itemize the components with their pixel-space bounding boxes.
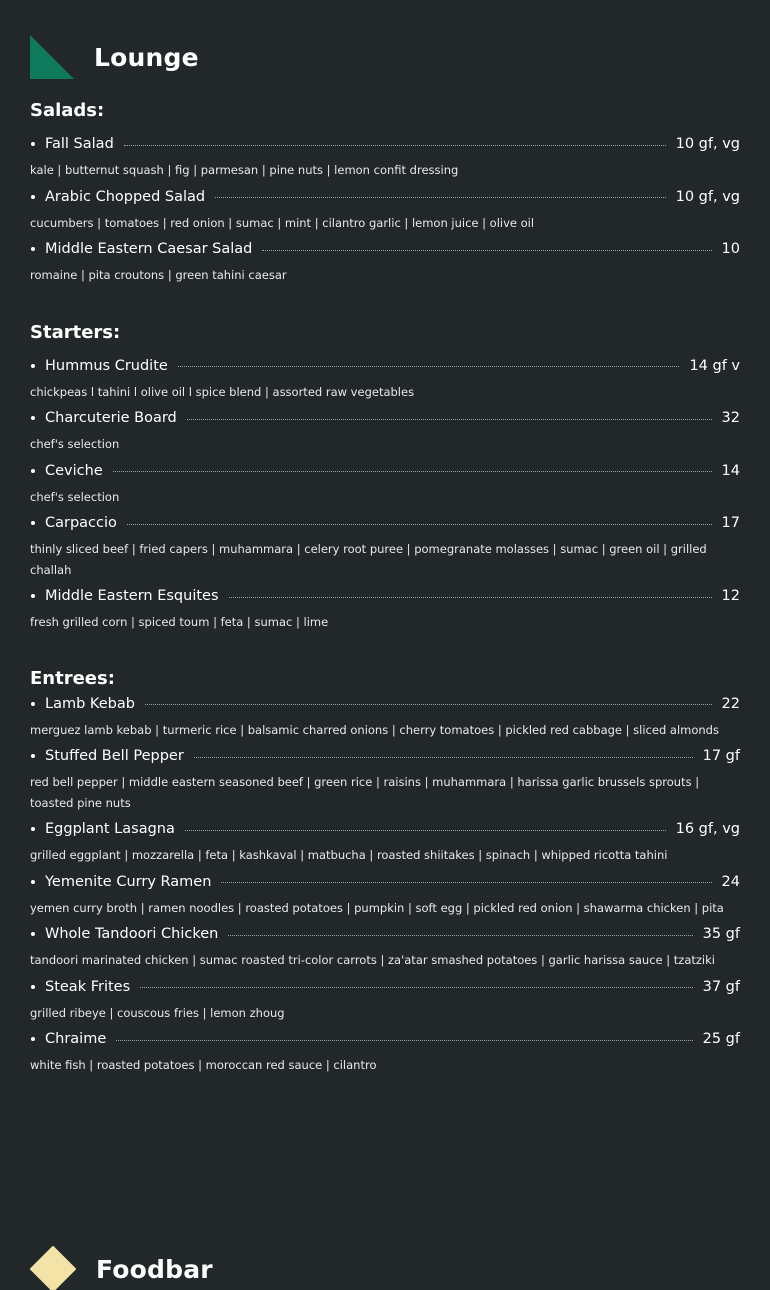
menu-item xyxy=(30,586,740,633)
menu-item-row xyxy=(30,872,740,892)
item-description: chickpeas l tahini l olive oil l spice blend | assorted raw vegetables xyxy=(30,384,415,399)
bullet-icon xyxy=(31,142,35,146)
item-description: red bell pepper | middle eastern seasoned beef | green rice | raisins | muhammara | harissa garlic brussels sprouts | toasted pine nuts xyxy=(30,775,700,810)
menu-item xyxy=(30,239,740,286)
dotted-leader xyxy=(145,704,712,705)
dotted-leader xyxy=(221,882,711,883)
item-description: chef's selection xyxy=(30,437,120,451)
bullet-icon xyxy=(31,594,35,598)
item-name: Yemenite Curry Ramen xyxy=(45,873,212,890)
menu-item xyxy=(30,461,740,508)
item-name: Middle Eastern Esquites xyxy=(45,588,219,604)
lounge-menu xyxy=(30,98,740,1082)
menu-item-row xyxy=(30,694,740,714)
item-name: Ceviche xyxy=(45,462,103,479)
dotted-leader xyxy=(215,197,666,198)
menu-item-row xyxy=(30,408,740,428)
item-name: Carpaccio xyxy=(45,515,117,531)
foodbar-title: Foodbar xyxy=(96,1254,213,1284)
menu-item-row xyxy=(30,461,740,481)
bullet-icon xyxy=(31,702,35,706)
yellow-diamond-icon xyxy=(30,1246,76,1290)
item-name: Hummus Crudite xyxy=(45,357,168,374)
item-description: merguez lamb kebab | turmeric rice | balsamic charred onions | cherry tomatoes | pickled red cabbage | sliced almonds xyxy=(30,722,719,737)
item-description: thinly sliced beef | fried capers | muhammara | celery root puree | pomegranate molasses | sumac | green oil | grilled challah xyxy=(30,542,707,577)
dotted-leader xyxy=(185,830,666,831)
item-name: Charcuterie Board xyxy=(45,410,177,426)
menu-item xyxy=(30,694,740,741)
bullet-icon xyxy=(31,985,35,989)
dotted-leader xyxy=(127,524,712,525)
item-price: 37 gf xyxy=(702,978,740,995)
item-name: Middle Eastern Caesar Salad xyxy=(45,241,253,257)
lounge-header xyxy=(30,35,199,79)
menu-item-row xyxy=(30,924,740,944)
dotted-leader xyxy=(229,597,712,598)
category-salads xyxy=(30,98,740,286)
item-price: 10 gf, vg xyxy=(675,188,740,205)
category-entrees xyxy=(30,666,740,1076)
item-price: 32 xyxy=(721,410,740,426)
menu-item xyxy=(30,356,740,403)
item-price: 16 gf, vg xyxy=(675,821,740,837)
menu-item xyxy=(30,977,740,1024)
menu-item-row xyxy=(30,586,740,606)
menu-item xyxy=(30,746,740,813)
green-triangle-icon xyxy=(30,35,74,79)
item-description: fresh grilled corn | spiced toum | feta | sumac | lime xyxy=(30,615,329,629)
category-title: Salads: xyxy=(30,100,105,121)
item-price: 12 xyxy=(721,588,740,604)
bullet-icon xyxy=(31,932,35,936)
item-price: 25 gf xyxy=(702,1031,740,1047)
bullet-icon xyxy=(31,195,35,199)
item-name: Arabic Chopped Salad xyxy=(45,188,206,205)
bullet-icon xyxy=(31,754,35,758)
category-title: Starters: xyxy=(30,321,121,343)
menu-item-row xyxy=(30,746,740,766)
item-name: Steak Frites xyxy=(45,978,131,995)
category-starters xyxy=(30,320,740,633)
dotted-leader xyxy=(194,757,693,758)
menu-item xyxy=(30,819,740,866)
item-name: Stuffed Bell Pepper xyxy=(45,748,184,764)
item-price: 24 xyxy=(721,873,740,890)
menu-item-row xyxy=(30,134,740,154)
menu-item-row xyxy=(30,819,740,839)
menu-item-row xyxy=(30,1029,740,1049)
item-price: 22 xyxy=(721,695,740,712)
item-price: 17 xyxy=(721,515,740,531)
category-title: Entrees: xyxy=(30,667,115,689)
item-name: Lamb Kebab xyxy=(45,695,135,712)
item-description: tandoori marinated chicken | sumac roasted tri-color carrots | za'atar smashed potatoes | garlic harissa sauce | tzatziki xyxy=(30,953,715,967)
menu-item xyxy=(30,408,740,455)
item-name: Eggplant Lasagna xyxy=(45,821,175,837)
item-name: Fall Salad xyxy=(45,136,114,152)
menu-item-row xyxy=(30,356,740,376)
dotted-leader xyxy=(262,250,711,251)
menu-item xyxy=(30,513,740,580)
dotted-leader xyxy=(113,471,712,472)
item-description: white fish | roasted potatoes | moroccan red sauce | cilantro xyxy=(30,1058,377,1072)
dotted-leader xyxy=(228,935,692,936)
menu-item-row xyxy=(30,187,740,207)
menu-item xyxy=(30,134,740,181)
item-description: grilled ribeye | couscous fries | lemon zhoug xyxy=(30,1005,285,1020)
dotted-leader xyxy=(178,366,680,367)
item-price: 14 gf v xyxy=(689,357,740,374)
item-price: 17 gf xyxy=(702,748,740,764)
item-price: 10 xyxy=(721,241,740,257)
menu-item xyxy=(30,924,740,971)
bullet-icon xyxy=(31,880,35,884)
item-description: yemen curry broth | ramen noodles | roasted potatoes | pumpkin | soft egg | pickled red onion | shawarma chicken | pita xyxy=(30,900,724,915)
item-price: 14 xyxy=(721,462,740,479)
item-name: Chraime xyxy=(45,1031,107,1047)
dotted-leader xyxy=(116,1040,692,1041)
bullet-icon xyxy=(31,827,35,831)
dotted-leader xyxy=(124,145,666,146)
menu-item-row xyxy=(30,239,740,259)
item-description: kale | butternut squash | fig | parmesan | pine nuts | lemon confit dressing xyxy=(30,163,459,177)
item-price: 35 gf xyxy=(702,926,740,942)
bullet-icon xyxy=(31,469,35,473)
bullet-icon xyxy=(31,1037,35,1041)
menu-item xyxy=(30,187,740,234)
item-description: chef's selection xyxy=(30,489,120,504)
menu-item xyxy=(30,1029,740,1076)
foodbar-header xyxy=(30,1246,213,1290)
bullet-icon xyxy=(31,247,35,251)
item-description: grilled eggplant | mozzarella | feta | kashkaval | matbucha | roasted shiitakes | spinach | whipped ricotta tahini xyxy=(30,848,668,862)
menu-item-row xyxy=(30,977,740,997)
item-price: 10 gf, vg xyxy=(675,136,740,152)
dotted-leader xyxy=(140,987,692,988)
bullet-icon xyxy=(31,416,35,420)
item-name: Whole Tandoori Chicken xyxy=(45,926,219,942)
menu-item xyxy=(30,872,740,919)
item-description: cucumbers | tomatoes | red onion | sumac | mint | cilantro garlic | lemon juice | olive oil xyxy=(30,215,535,230)
bullet-icon xyxy=(31,521,35,525)
bullet-icon xyxy=(31,364,35,368)
dotted-leader xyxy=(187,419,712,420)
item-description: romaine | pita croutons | green tahini caesar xyxy=(30,268,287,282)
lounge-title: Lounge xyxy=(94,42,199,72)
menu-item-row xyxy=(30,513,740,533)
